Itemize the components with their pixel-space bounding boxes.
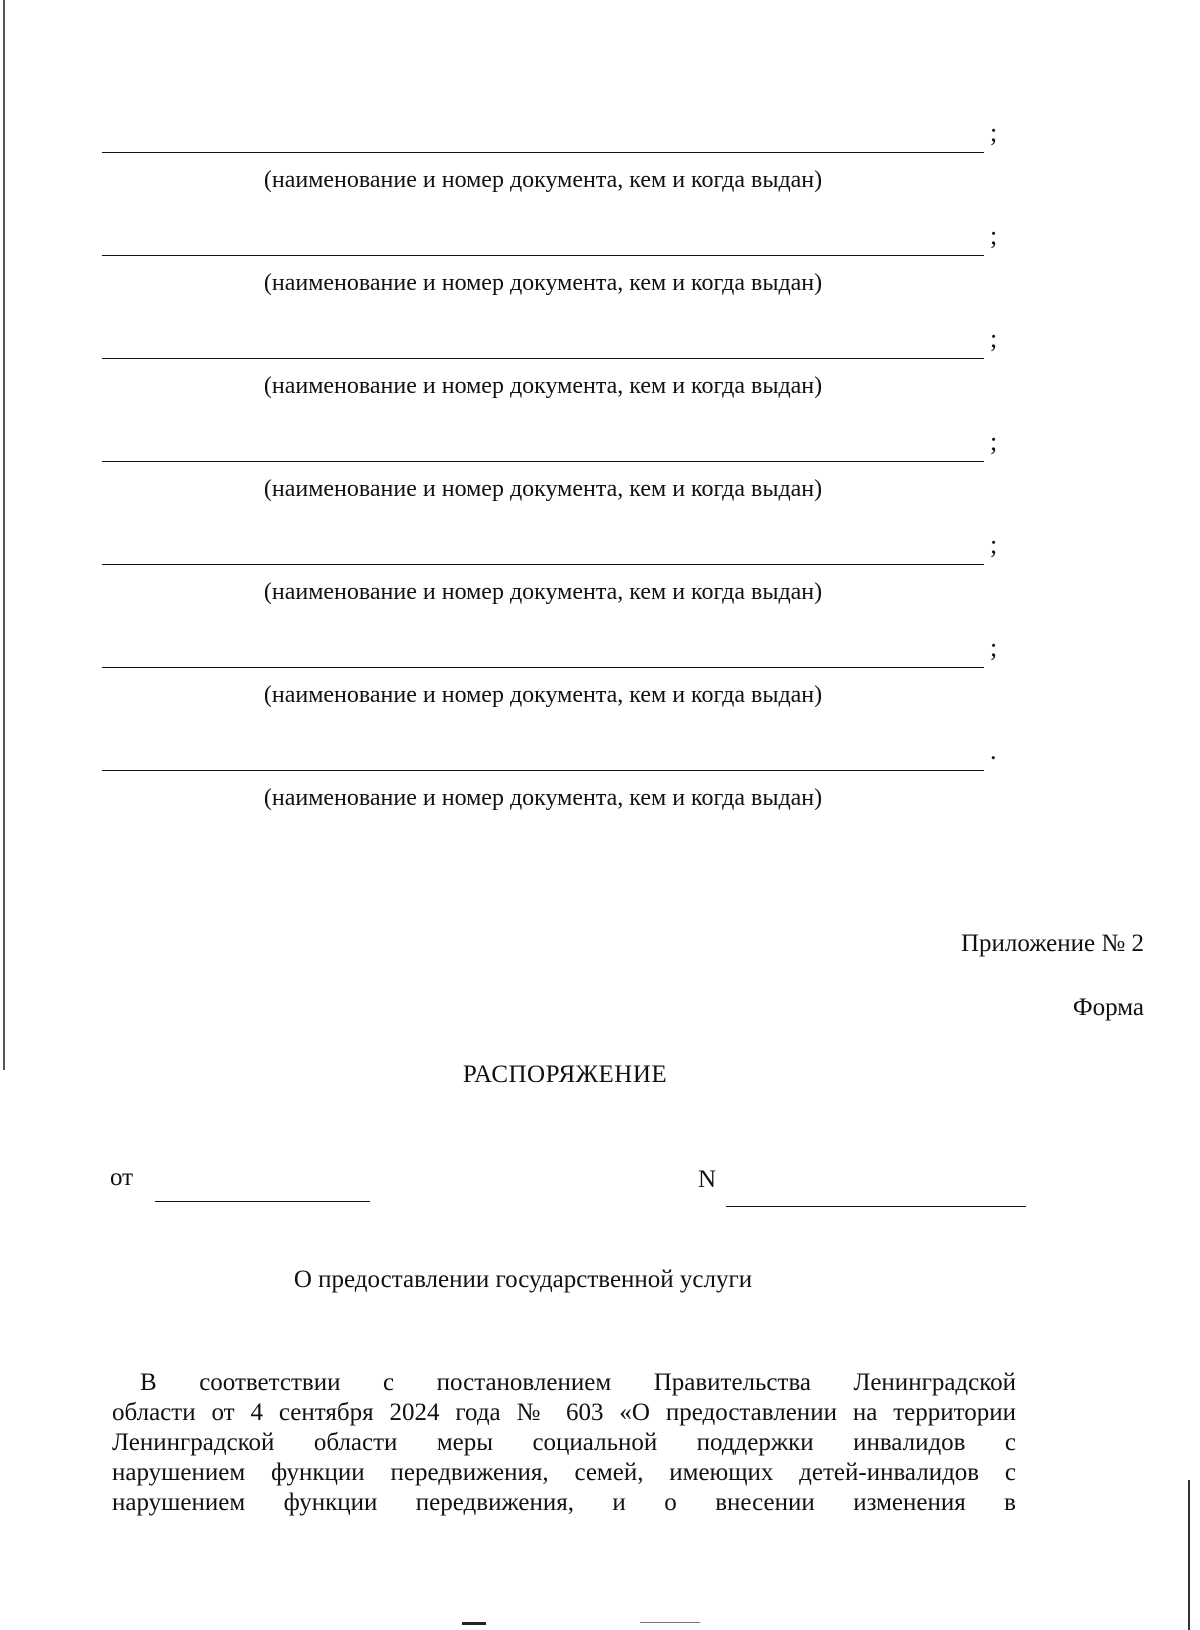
body-line: нарушением функции передвижения, семей, имеющих детей-инвалидов с	[112, 1459, 1016, 1486]
body-line: В соответствии с постановлением Правительства Ленинградской	[140, 1369, 1016, 1396]
blank-input-line[interactable]	[102, 667, 984, 668]
blank-caption: (наименование и номер документа, кем и когда выдан)	[263, 373, 823, 399]
blank-punctuation: ;	[990, 221, 998, 250]
blank-input-line[interactable]	[102, 255, 984, 256]
scan-artifact	[640, 1622, 700, 1623]
blank-input-line[interactable]	[102, 358, 984, 359]
blank-caption: (наименование и номер документа, кем и когда выдан)	[263, 476, 823, 502]
document-subject: О предоставлении государственной услуги	[293, 1266, 753, 1293]
blank-punctuation: ;	[990, 118, 998, 147]
blank-punctuation: .	[990, 736, 997, 765]
blank-caption: (наименование и номер документа, кем и когда выдан)	[263, 785, 823, 811]
document-title: РАСПОРЯЖЕНИЕ	[462, 1061, 668, 1088]
blank-caption: (наименование и номер документа, кем и когда выдан)	[263, 579, 823, 605]
blank-input-line[interactable]	[102, 564, 984, 565]
blank-caption: (наименование и номер документа, кем и когда выдан)	[263, 270, 823, 296]
body-line: нарушением функции передвижения, и о внесении изменения в	[112, 1489, 1016, 1516]
blank-punctuation: ;	[990, 633, 998, 662]
scan-edge-left	[3, 0, 5, 1070]
blank-punctuation: ;	[990, 324, 998, 353]
appendix-label: Приложение № 2	[960, 930, 1144, 957]
number-label: N	[698, 1166, 717, 1193]
form-label: Форма	[1072, 994, 1144, 1021]
scan-artifact	[462, 1622, 486, 1625]
date-label: от	[110, 1164, 134, 1191]
blank-caption: (наименование и номер документа, кем и когда выдан)	[263, 167, 823, 193]
blank-input-line[interactable]	[102, 461, 984, 462]
body-line: Ленинградской области меры социальной поддержки инвалидов с	[112, 1429, 1016, 1456]
date-input-line[interactable]	[155, 1201, 370, 1202]
blank-input-line[interactable]	[102, 770, 984, 771]
blank-input-line[interactable]	[102, 152, 984, 153]
number-input-line[interactable]	[726, 1206, 1026, 1207]
blank-punctuation: ;	[990, 427, 998, 456]
blank-punctuation: ;	[990, 530, 998, 559]
scan-edge-right	[1188, 1480, 1190, 1630]
blank-caption: (наименование и номер документа, кем и когда выдан)	[263, 682, 823, 708]
body-paragraph	[112, 1368, 1016, 1518]
body-line: области от 4 сентября 2024 года № 603 «О предоставлении на территории	[112, 1399, 1016, 1426]
